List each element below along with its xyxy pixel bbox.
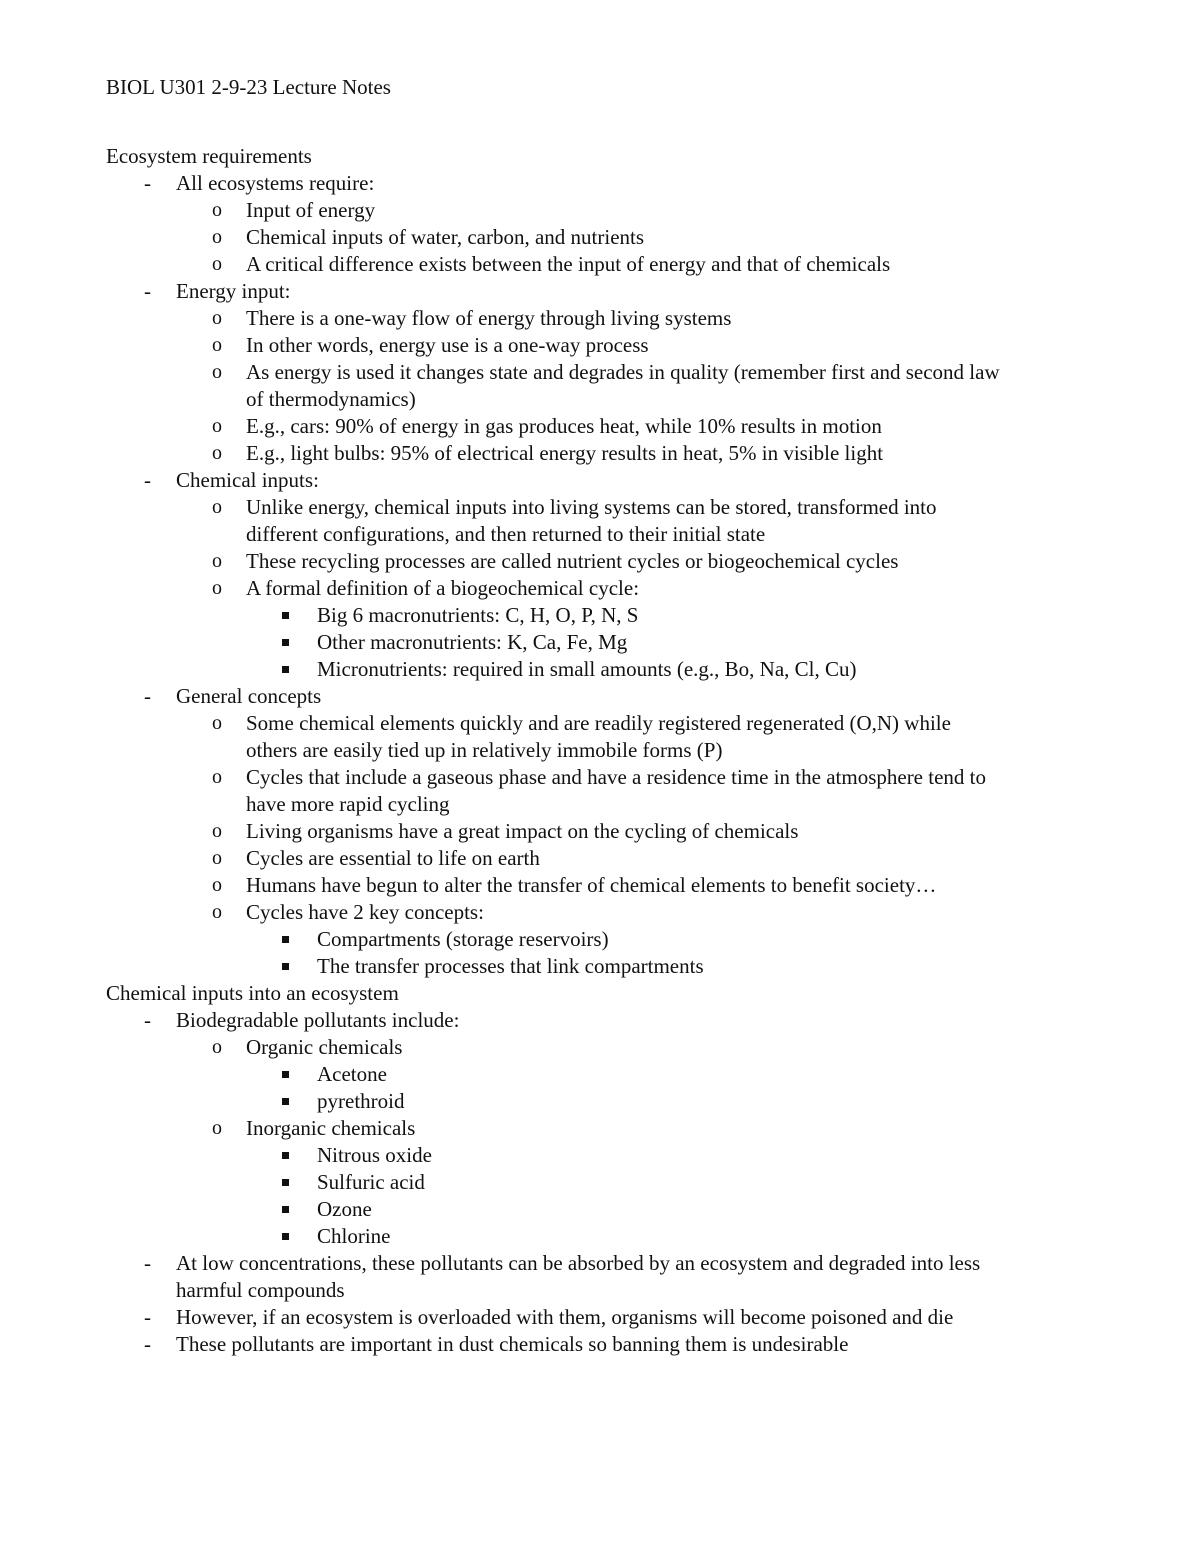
list-item: o Living organisms have a great impact on the cycling of chemicals [212,819,799,843]
list-item: Acetone [106,1061,1106,1088]
list-item: o E.g., light bulbs: 95% of electrical energy results in heat, 5% in visible light [212,441,884,465]
square-bullet-icon [282,1071,289,1078]
circle-marker: o [212,1117,222,1139]
circle-marker: o [212,415,222,437]
dash-marker: - [144,468,151,492]
square-bullet-icon [282,963,289,970]
list-item: o Humans have begun to alter the transfer of chemical elements to benefit society… [212,873,937,897]
list-item: Chlorine [106,1223,1106,1250]
list-item-continuation: different configurations, and then returned to their initial state [246,522,766,546]
list-item: pyrethroid [106,1088,1106,1115]
list-item: o There is a one-way flow of energy through living systems [212,306,732,330]
list-item-continuation: have more rapid cycling [246,792,450,816]
circle-marker: o [212,550,222,572]
dash-marker: - [144,1008,151,1032]
list-item: The transfer processes that link compartments [106,953,1106,980]
list-item: o Unlike energy, chemical inputs into living systems can be stored, transformed into [212,495,937,519]
list-item: - Energy input: [144,279,291,303]
circle-marker: o [212,307,222,329]
list-item: o Inorganic chemicals [212,1116,416,1140]
circle-marker: o [212,253,222,275]
list-item-continuation: others are easily tied up in relatively immobile forms (P) [246,738,723,762]
list-item: o These recycling processes are called nutrient cycles or biogeochemical cycles [212,549,899,573]
page-title: BIOL U301 2-9-23 Lecture Notes [106,75,391,99]
notes-body [106,143,1106,1358]
square-bullet-icon [282,612,289,619]
list-item: - These pollutants are important in dust chemicals so banning them is undesirable [144,1332,849,1356]
circle-marker: o [212,847,222,869]
section-heading: Chemical inputs into an ecosystem [106,981,399,1005]
dash-marker: - [144,1251,151,1275]
dash-marker: - [144,684,151,708]
circle-marker: o [212,820,222,842]
list-item: - At low concentrations, these pollutants can be absorbed by an ecosystem and degraded into less [144,1251,981,1275]
list-item: Other macronutrients: K, Ca, Fe, Mg [106,629,1106,656]
circle-marker: o [212,1036,222,1058]
list-item: - General concepts [144,684,322,708]
list-item: - Biodegradable pollutants include: [144,1008,460,1032]
circle-marker: o [212,334,222,356]
list-item: o Some chemical elements quickly and are readily registered regenerated (O,N) while [212,711,951,735]
list-item: o E.g., cars: 90% of energy in gas produces heat, while 10% results in motion [212,414,882,438]
circle-marker: o [212,712,222,734]
list-item: Ozone [106,1196,1106,1223]
circle-marker: o [212,901,222,923]
square-bullet-icon [282,1179,289,1186]
list-item-continuation: of thermodynamics) [246,387,416,411]
list-item: o Input of energy [212,198,376,222]
circle-marker: o [212,874,222,896]
section-heading: Ecosystem requirements [106,144,312,168]
list-item: o Cycles have 2 key concepts: [212,900,484,924]
list-item: Micronutrients: required in small amounts (e.g., Bo, Na, Cl, Cu) [106,656,1106,683]
square-bullet-icon [282,1152,289,1159]
list-item: - All ecosystems require: [144,171,375,195]
square-bullet-icon [282,1098,289,1105]
list-item: - Chemical inputs: [144,468,319,492]
circle-marker: o [212,577,222,599]
circle-marker: o [212,496,222,518]
list-item: o Cycles are essential to life on earth [212,846,540,870]
circle-marker: o [212,199,222,221]
list-item: Big 6 macronutrients: C, H, O, P, N, S [106,602,1106,629]
list-item: o Organic chemicals [212,1035,403,1059]
list-item: o A formal definition of a biogeochemical cycle: [212,576,640,600]
dash-marker: - [144,171,151,195]
list-item: o A critical difference exists between the input of energy and that of chemicals [212,252,891,276]
list-item: Sulfuric acid [106,1169,1106,1196]
square-bullet-icon [282,639,289,646]
dash-marker: - [144,1305,151,1329]
circle-marker: o [212,442,222,464]
list-item: o Chemical inputs of water, carbon, and nutrients [212,225,645,249]
list-item-continuation: harmful compounds [176,1278,345,1302]
list-item: - However, if an ecosystem is overloaded with them, organisms will become poisoned and die [144,1305,954,1329]
square-bullet-icon [282,1206,289,1213]
circle-marker: o [212,361,222,383]
circle-marker: o [212,226,222,248]
list-item: o As energy is used it changes state and degrades in quality (remember first and second law [212,360,1000,384]
dash-marker: - [144,1332,151,1356]
circle-marker: o [212,766,222,788]
square-bullet-icon [282,1233,289,1240]
list-item: o In other words, energy use is a one-way process [212,333,649,357]
list-item: Compartments (storage reservoirs) [106,926,1106,953]
square-bullet-icon [282,936,289,943]
square-bullet-icon [282,666,289,673]
dash-marker: - [144,279,151,303]
list-item: Nitrous oxide [106,1142,1106,1169]
list-item: o Cycles that include a gaseous phase and have a residence time in the atmosphere tend to [212,765,986,789]
